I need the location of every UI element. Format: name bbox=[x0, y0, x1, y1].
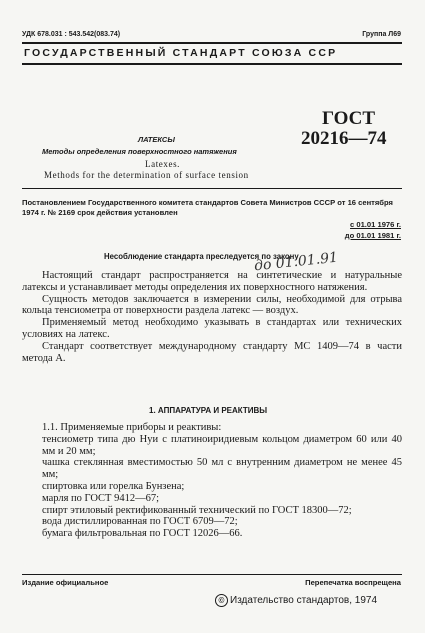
ru-title: ЛАТЕКСЫ bbox=[138, 135, 175, 144]
list-item: бумага фильтровальная по ГОСТ 12026—66. bbox=[42, 528, 243, 540]
list-item: чашка стеклянная вместимостью 50 мл с внутренним диаметром не менее 45 мм; bbox=[42, 457, 402, 481]
decree-text: Постановлением Государственного комитета стандартов Совета Министров СССР от 16 сентября 1974 г. № 2169 срок действия установлен bbox=[22, 198, 393, 217]
copyright-icon: © bbox=[215, 594, 228, 607]
copyright-line bbox=[215, 594, 377, 607]
intro-paragraph-1: Настоящий стандарт распространяется на синтетические и натуральные латексы и устанавливает методы определения их поверхностного натяжения. bbox=[22, 270, 402, 293]
valid-to: до 01.01 1981 г. bbox=[344, 231, 401, 240]
gost-number: 20216—74 bbox=[301, 128, 387, 149]
official-edition: Издание официальное bbox=[22, 578, 109, 587]
intro-paragraph-2: Сущность методов заключается в измерении силы, необходимой для отрыва кольца тенсиометра от поверхности раздела латекс — воздух. bbox=[22, 293, 402, 317]
ru-subtitle: Методы определения поверхностного натяжения bbox=[42, 147, 237, 156]
group-code: Группа Л69 bbox=[362, 31, 401, 38]
list-item: спиртовка или горелка Бунзена; bbox=[42, 480, 185, 492]
list-item: тенсиометр типа дю Нуи с платиноиридиевым кольцом диаметром 60 или 40 мм и 20 мм; bbox=[42, 433, 402, 457]
footer-rule bbox=[22, 574, 402, 575]
intro-paragraph-3: Применяемый метод необходимо указывать в стандартах или технических условиях на латекс. bbox=[22, 317, 402, 340]
section-lead: 1.1. Применяемые приборы и реактивы: bbox=[42, 422, 222, 433]
handwritten-date: до 01.01.91 bbox=[253, 249, 339, 275]
conformance-paragraph: Стандарт соответствует международному стандарту МС 1409—74 в части метода А. bbox=[22, 340, 402, 364]
intro-block bbox=[22, 270, 402, 364]
gost-label: ГОСТ bbox=[322, 108, 376, 129]
banner-rule bbox=[22, 63, 402, 65]
list-item: вода дистиллированная по ГОСТ 6709—72; bbox=[42, 516, 238, 528]
top-rule bbox=[22, 42, 402, 44]
title-rule bbox=[22, 188, 402, 189]
legal-notice: Несоблюдение стандарта преследуется по закону bbox=[104, 252, 299, 261]
publisher: Издательство стандартов, 1974 bbox=[230, 595, 378, 607]
list-item: спирт этиловый ректификованный технический по ГОСТ 18300—72; bbox=[42, 504, 352, 516]
standard-banner: ГОСУДАРСТВЕННЫЙ СТАНДАРТ СОЮЗА ССР bbox=[24, 47, 338, 59]
udk-code: УДК 678.031 : 543.542(083.74) bbox=[22, 31, 121, 38]
section-body bbox=[22, 422, 402, 540]
en-title: Latexes. bbox=[145, 159, 181, 169]
reprint-notice: Перепечатка воспрещена bbox=[305, 578, 401, 587]
section-heading: 1. АППАРАТУРА И РЕАКТИВЫ bbox=[149, 406, 268, 415]
list-item: марля по ГОСТ 9412—67; bbox=[42, 492, 160, 504]
en-subtitle: Methods for the determination of surface tension bbox=[44, 170, 249, 180]
valid-from: с 01.01 1976 г. bbox=[350, 220, 401, 229]
